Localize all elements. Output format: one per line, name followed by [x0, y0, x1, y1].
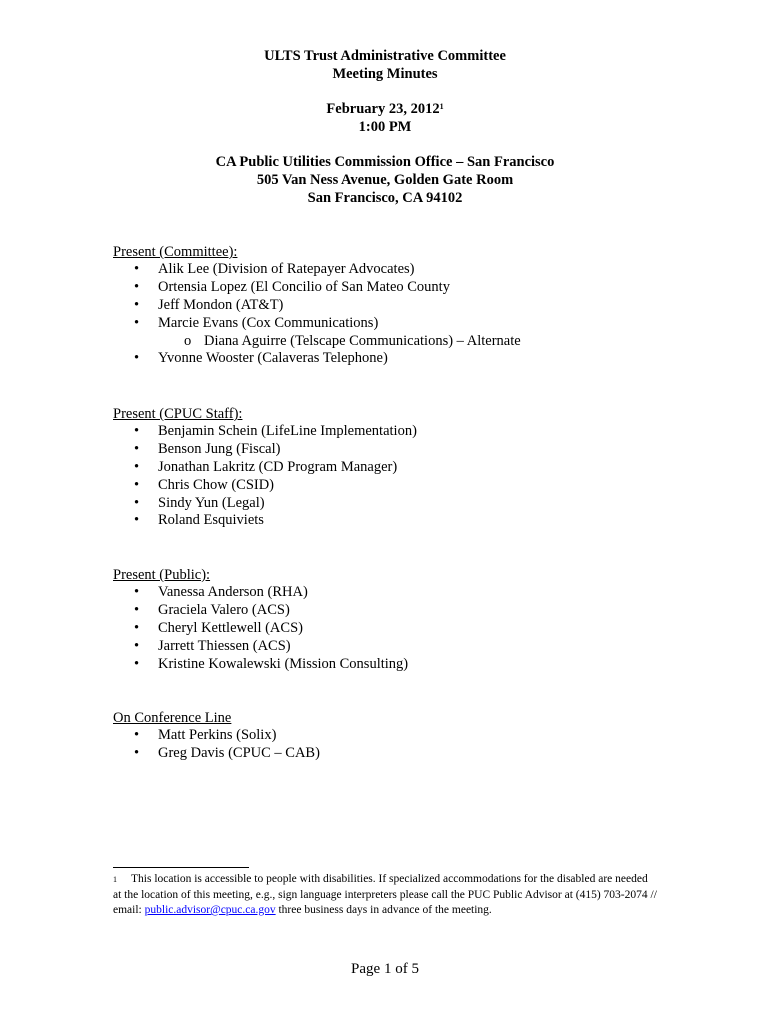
- list-item-text: Kristine Kowalewski (Mission Consulting): [158, 655, 409, 672]
- list-item: [113, 261, 521, 279]
- location-line-3: San Francisco, CA 94102: [307, 190, 463, 206]
- location-line-1: CA Public Utilities Commission Office – San Francisco: [215, 154, 555, 170]
- committee-list-continued: [113, 350, 521, 368]
- conference-section: [113, 709, 320, 763]
- bullet-icon: •: [134, 584, 140, 600]
- footnote-text-before: This location is accessible to people with disabilities. If specialized accommodations for the disabled are needed at the location of this meeting, e.g., sign language interpreters please call the PUC Public Advisor at (415) 703-2074 // email:: [113, 873, 657, 916]
- bullet-icon: •: [134, 423, 140, 439]
- bullet-icon: •: [134, 655, 140, 672]
- bullet-icon: •: [134, 637, 140, 654]
- bullet-icon: •: [134, 278, 140, 295]
- list-item-text: Graciela Valero (ACS): [158, 601, 290, 618]
- list-item-text: Jonathan Lakritz (CD Program Manager): [158, 458, 398, 475]
- meeting-time: 1:00 PM: [358, 119, 412, 135]
- footnote-reference[interactable]: 1: [439, 102, 444, 111]
- footnote-separator: [113, 867, 249, 868]
- list-item: [113, 620, 408, 638]
- bullet-icon: •: [134, 261, 140, 277]
- page-number: Page 1 of 5: [351, 961, 419, 977]
- bullet-icon: •: [134, 296, 140, 313]
- bullet-icon: •: [134, 458, 140, 475]
- bullet-icon: •: [134, 494, 140, 511]
- list-item: [113, 727, 320, 745]
- conference-list: [113, 727, 320, 763]
- footnote-mark: 1: [113, 875, 117, 884]
- list-item: [113, 279, 521, 297]
- meeting-date-text: February 23, 2012: [326, 101, 440, 117]
- list-item: [113, 638, 408, 656]
- list-item: [113, 423, 417, 441]
- committee-section-title: Present (Committee):: [113, 244, 238, 260]
- list-item-text: Marcie Evans (Cox Communications): [158, 314, 379, 331]
- committee-sub-list: [113, 333, 521, 351]
- email-link[interactable]: public.advisor@cpuc.ca.gov: [144, 904, 276, 916]
- list-item-text: Jarrett Thiessen (ACS): [158, 637, 291, 654]
- list-item-text: Roland Esquiviets: [158, 512, 264, 529]
- committee-section: [113, 243, 521, 368]
- list-item-text: Alik Lee (Division of Ratepayer Advocates): [158, 261, 415, 277]
- list-item-text: Greg Davis (CPUC – CAB): [158, 744, 320, 761]
- bullet-icon: •: [134, 601, 140, 618]
- list-item-text: Ortensia Lopez (El Concilio of San Mateo County: [158, 278, 450, 295]
- list-item-text: Benjamin Schein (LifeLine Implementation): [158, 423, 417, 439]
- list-item-text: Yvonne Wooster (Calaveras Telephone): [158, 350, 388, 367]
- bullet-icon: •: [134, 727, 140, 743]
- footnote-text-after: three business days in advance of the meeting.: [275, 904, 492, 916]
- committee-list: [113, 261, 521, 333]
- list-item: [113, 350, 521, 368]
- public-section-title: Present (Public):: [113, 567, 211, 583]
- bullet-icon: •: [134, 440, 140, 457]
- list-item-text: Chris Chow (CSID): [158, 476, 275, 493]
- conference-section-title: On Conference Line: [113, 710, 232, 726]
- list-item: [113, 477, 417, 495]
- footnote: [113, 872, 658, 919]
- bullet-icon: •: [134, 314, 140, 331]
- list-item: [113, 297, 521, 315]
- public-section: [113, 566, 408, 673]
- list-item-text: Sindy Yun (Legal): [158, 494, 265, 511]
- bullet-icon: •: [134, 619, 140, 636]
- list-item-text: Jeff Mondon (AT&T): [158, 296, 284, 313]
- list-item-text: Matt Perkins (Solix): [158, 727, 277, 743]
- bullet-icon: •: [134, 744, 140, 761]
- list-item: [113, 459, 417, 477]
- list-item: [113, 512, 417, 530]
- sub-list-item: [113, 333, 521, 351]
- document-title: ULTS Trust Administrative Committee: [264, 48, 506, 64]
- list-item-text: Diana Aguirre (Telscape Communications) – Alternate: [204, 332, 521, 349]
- list-item: [113, 441, 417, 459]
- bullet-icon: •: [134, 350, 140, 367]
- list-item-text: Benson Jung (Fiscal): [158, 440, 281, 457]
- bullet-icon: •: [134, 512, 140, 529]
- list-item: [113, 584, 408, 602]
- document-subtitle: Meeting Minutes: [332, 66, 438, 82]
- list-item: [113, 315, 521, 333]
- sub-bullet-icon: o: [184, 332, 192, 349]
- bullet-icon: •: [134, 476, 140, 493]
- staff-section: [113, 405, 417, 530]
- list-item-text: Vanessa Anderson (RHA): [158, 584, 308, 600]
- staff-list: [113, 423, 417, 530]
- list-item: [113, 656, 408, 674]
- list-item: [113, 745, 320, 763]
- list-item: [113, 495, 417, 513]
- list-item: [113, 602, 408, 620]
- staff-section-title: Present (CPUC Staff):: [113, 406, 243, 422]
- location-line-2: 505 Van Ness Avenue, Golden Gate Room: [256, 172, 514, 188]
- public-list: [113, 584, 408, 673]
- meeting-date: [0, 100, 770, 118]
- list-item-text: Cheryl Kettlewell (ACS): [158, 619, 303, 636]
